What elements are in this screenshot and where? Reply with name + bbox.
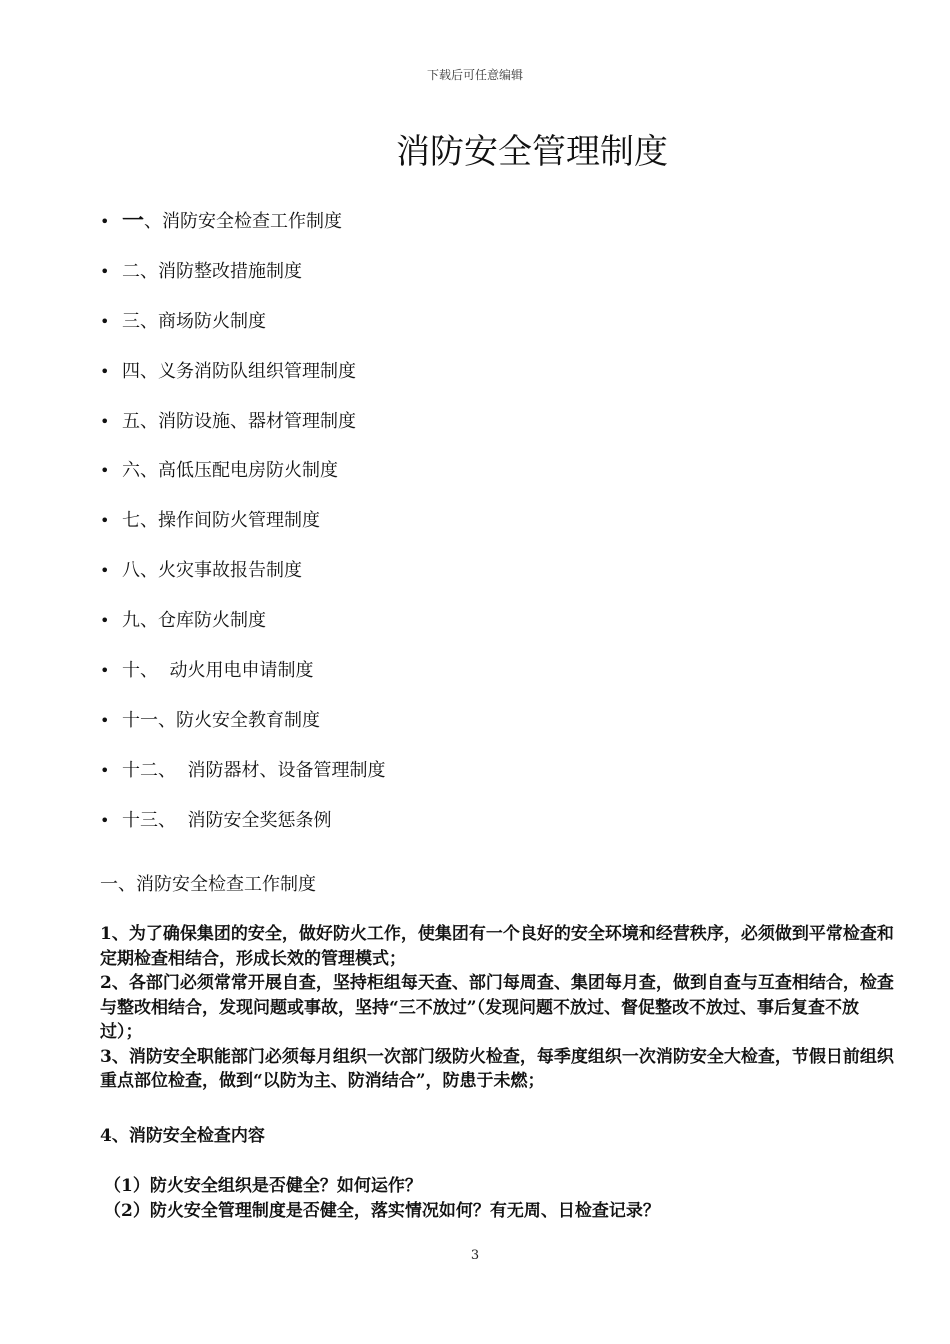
bullet-icon: • bbox=[100, 760, 110, 780]
toc-item-label: 二、消防整改措施制度 bbox=[122, 260, 302, 282]
bullet-icon: • bbox=[100, 511, 110, 531]
toc-item-label: 四、义务消防队组织管理制度 bbox=[122, 360, 356, 382]
toc-item-number: 一 bbox=[122, 209, 145, 234]
bullet-icon: • bbox=[100, 311, 110, 331]
toc-item bbox=[100, 304, 385, 354]
bullet-icon: • bbox=[100, 212, 110, 231]
bullet-icon: • bbox=[100, 261, 110, 281]
subheading: 4、消防安全检查内容 bbox=[100, 1126, 265, 1146]
toc-item-label: 十二、 消防器材、设备管理制度 bbox=[122, 759, 386, 781]
check-item: （2）防火安全管理制度是否健全，落实情况如何？有无周、日检查记录？ bbox=[104, 1200, 660, 1221]
page-number: 3 bbox=[470, 1248, 480, 1263]
toc-item bbox=[100, 603, 385, 653]
toc-item-label: 八、火灾事故报告制度 bbox=[122, 560, 302, 582]
toc-item-label: 九、仓库防火制度 bbox=[122, 610, 266, 632]
bullet-icon: • bbox=[100, 411, 110, 431]
toc-item-label: 十三、 消防安全奖惩条例 bbox=[122, 809, 332, 831]
check-list bbox=[104, 1174, 904, 1223]
subsection-heading bbox=[100, 1124, 900, 1149]
document-title: 消防安全管理制度 bbox=[396, 132, 668, 172]
bullet-icon: • bbox=[100, 361, 110, 381]
toc-item-label: 三、商场防火制度 bbox=[122, 310, 266, 332]
bullet-icon: • bbox=[100, 810, 110, 830]
toc-item bbox=[100, 404, 385, 454]
toc-item-label: 十一、防火安全教育制度 bbox=[122, 709, 320, 731]
bullet-icon: • bbox=[100, 561, 110, 581]
bullet-icon: • bbox=[100, 611, 110, 631]
toc-item bbox=[100, 204, 385, 254]
toc-item bbox=[100, 354, 385, 404]
section-body bbox=[100, 922, 900, 1094]
bullet-icon: • bbox=[100, 661, 110, 681]
paragraph: 1、为了确保集团的安全，做好防火工作，使集团有一个良好的安全环境和经营秩序，必须做到平常检查和定期检查相结合，形成长效的管理模式； bbox=[100, 924, 894, 969]
toc-item-label: 六、高低压配电房防火制度 bbox=[122, 460, 338, 482]
check-item: （1）防火安全组织是否健全？如何运作？ bbox=[104, 1176, 422, 1196]
toc-item bbox=[100, 753, 385, 803]
toc-item bbox=[100, 254, 385, 304]
table-of-contents bbox=[100, 204, 385, 853]
header-note: 下载后可任意编辑 bbox=[426, 68, 523, 82]
section-heading: 一、消防安全检查工作制度 bbox=[100, 874, 316, 895]
toc-item-label: 十、 动火用电申请制度 bbox=[122, 660, 314, 682]
toc-item bbox=[100, 653, 385, 703]
toc-item-label: 、消防安全检查工作制度 bbox=[144, 211, 343, 232]
toc-item-label: 五、消防设施、器材管理制度 bbox=[122, 410, 356, 432]
toc-item-label: 七、操作间防火管理制度 bbox=[122, 510, 320, 532]
paragraph: 3、消防安全职能部门必须每月组织一次部门级防火检查，每季度组织一次消防安全大检查，节假日前组织重点部位检查，做到“以防为主、防消结合”，防患于未燃； bbox=[100, 1046, 894, 1091]
bullet-icon: • bbox=[100, 710, 110, 730]
toc-item bbox=[100, 703, 385, 753]
toc-item bbox=[100, 453, 385, 503]
toc-item bbox=[100, 503, 385, 553]
toc-item bbox=[100, 553, 385, 603]
paragraph: 2、各部门必须常常开展自查，坚持柜组每天查、部门每周查、集团每月查，做到自查与互查相结合，检查与整改相结合，发现问题或事故，坚持“三不放过”（发现问题不放过、督促整改不放过、事后复查不放过）； bbox=[100, 973, 894, 1042]
toc-item bbox=[100, 803, 385, 853]
bullet-icon: • bbox=[100, 461, 110, 481]
